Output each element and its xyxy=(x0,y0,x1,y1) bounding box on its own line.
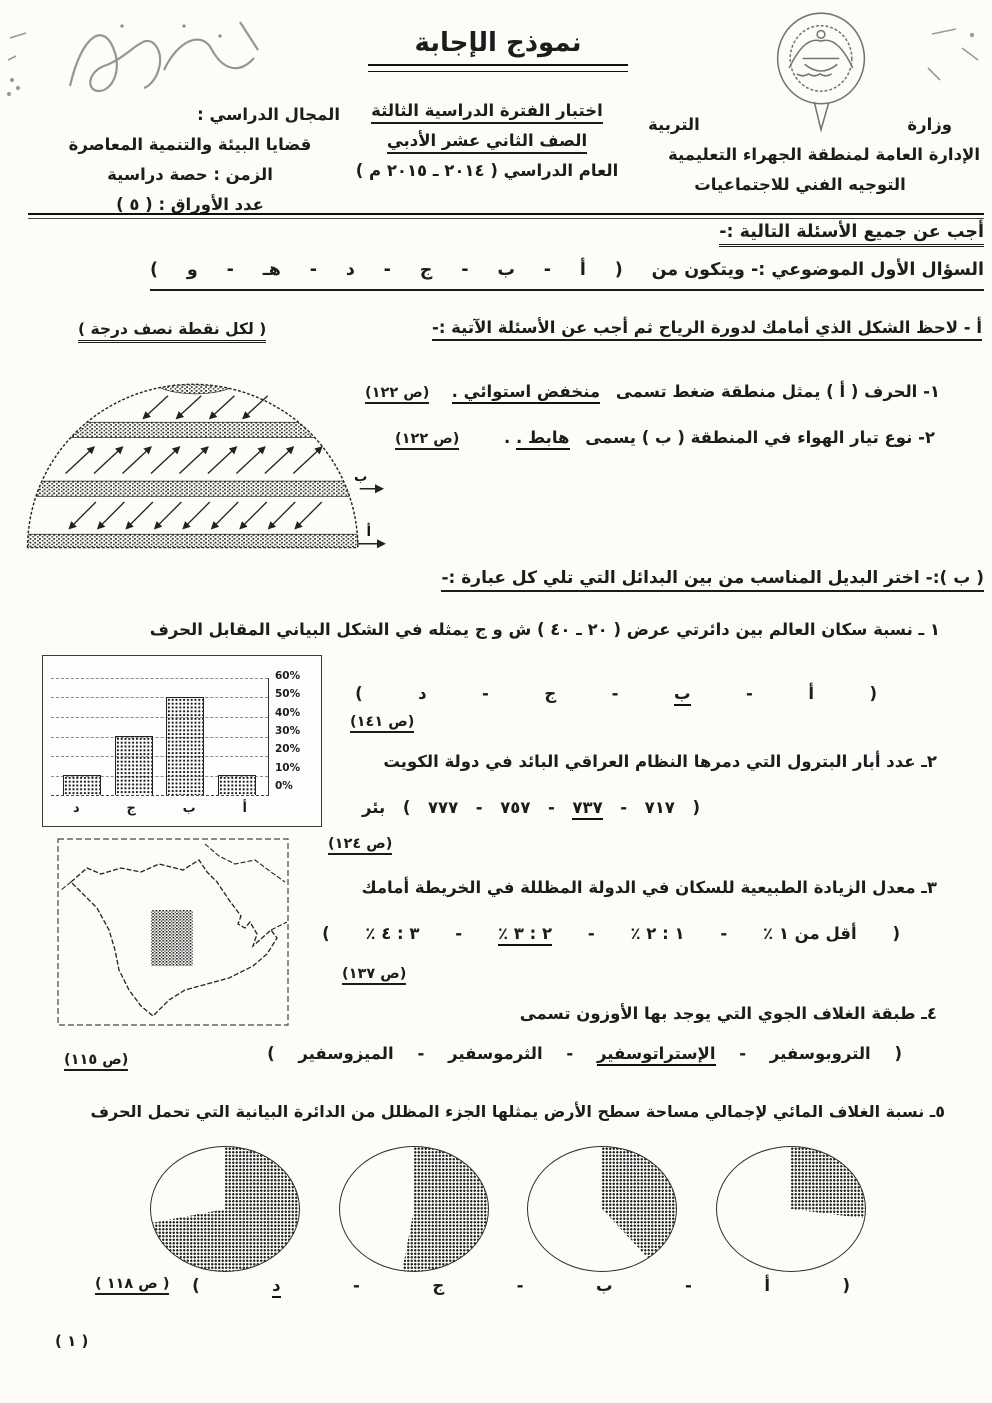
close-paren: ) xyxy=(192,1276,200,1295)
ministry-district: الإدارة العامة لمنطقة الجهراء التعليمية xyxy=(668,145,980,164)
question1-header xyxy=(150,260,984,291)
bar xyxy=(115,736,153,796)
page-ref-b1: (ص ١٤١) xyxy=(350,714,414,733)
page-ref-b2: (ص ١٢٤) xyxy=(328,836,392,855)
scan-noise-marks-right xyxy=(922,26,982,86)
option-b3-1: أقل من ١ ٪ xyxy=(763,924,857,943)
option-b4-thermosphere: الثرموسفير xyxy=(448,1044,543,1063)
part-letter: ج xyxy=(419,260,433,280)
page-title-block xyxy=(368,28,628,72)
part-letter: ب xyxy=(497,260,515,280)
close-paren: ) xyxy=(355,684,363,703)
page-ref-b4: (ص ١١٥) xyxy=(64,1052,128,1071)
bar xyxy=(63,775,101,795)
polar-cap-belt xyxy=(154,367,238,394)
pie-chart-د xyxy=(150,1146,300,1272)
bar-x-axis-labels xyxy=(51,801,269,823)
pie-chart-ب xyxy=(527,1146,677,1272)
scan-noise-marks-left xyxy=(4,28,46,100)
trade-winds-arrows xyxy=(69,502,321,529)
option-b1-b-answer: ب xyxy=(674,684,691,706)
ministry-header-block xyxy=(620,110,980,200)
dash: - xyxy=(482,684,489,703)
question-a1-text: ١- الحرف ( أ ) يمثل منطقة ضغط تسمى xyxy=(615,382,940,401)
bar-y-tick-label: 50% xyxy=(275,688,301,701)
open-paren: ( xyxy=(692,798,700,817)
page-ref-b3: (ص ١٣٧) xyxy=(342,966,406,985)
question-b1-text: ١ ـ نسبة سكان العالم بين دائرتي عرض ( ٢٠ ـ ٤٠ ) ش و ج يمثله في الشكل البياني المقابل الحرف xyxy=(149,620,940,639)
option-b5-c: ج xyxy=(432,1276,445,1295)
option-b3-2: ١ : ٢ ٪ xyxy=(630,924,685,943)
half-mark-note-line xyxy=(78,320,266,338)
westerlies-arrows xyxy=(66,447,322,474)
bar-y-tick-label: 0% xyxy=(275,779,293,792)
option-b4-stratosphere-answer: الإستراتوسفير xyxy=(597,1044,715,1066)
option-b5-d-answer: د xyxy=(272,1276,280,1298)
dash: - xyxy=(461,260,469,280)
bar-series xyxy=(51,678,268,795)
exam-year: العام الدراسي ( ٢٠١٤ ـ ٢٠١٥ م ) xyxy=(355,161,619,180)
dash: - xyxy=(226,260,234,280)
wind-zone-a-label: أ xyxy=(366,525,372,541)
option-b1-c: ج xyxy=(544,684,557,703)
bar-x-tick-label: د xyxy=(73,801,80,816)
open-paren: ( xyxy=(894,1044,902,1063)
subpolar-belt xyxy=(58,422,343,437)
instructions-line xyxy=(719,222,984,242)
page-ref-b5: ( ص ١١٨ ) xyxy=(95,1276,169,1295)
question-b1-options xyxy=(355,684,877,706)
dash: - xyxy=(746,684,753,703)
open-paren: ( xyxy=(892,924,900,943)
option-b4-mesosphere: الميزوسفير xyxy=(298,1044,394,1063)
option-b2-777: ٧٧٧ xyxy=(427,798,459,817)
option-b2-737-answer: ٧٣٧ xyxy=(572,798,602,820)
hydrosphere-pie-charts xyxy=(150,1146,866,1272)
part-letter: هـ xyxy=(262,260,281,280)
close-paren: ) xyxy=(322,924,330,943)
question-b5-text: ٥ـ نسبة الغلاف المائي لإجمالي مساحة سطح الأرض يمثلها الجزء المظلل من الدائرة البيانية التي تحمل الحرف xyxy=(90,1102,945,1121)
bar-x-tick-label: ج xyxy=(126,801,136,816)
dash: - xyxy=(547,798,555,817)
wind-zone-b-label: ب xyxy=(353,470,368,486)
dash: - xyxy=(455,924,463,943)
exam-period: اختبار الفترة الدراسية الثالثة xyxy=(371,101,603,124)
dash: - xyxy=(353,1276,360,1295)
answer-a1: منخفض استوائي . xyxy=(452,382,601,404)
population-bar-chart xyxy=(42,655,322,827)
exam-grade: الصف الثاني عشر الأدبي xyxy=(387,131,587,154)
bar-y-tick-label: 20% xyxy=(275,743,301,756)
open-paren: ( xyxy=(842,1276,850,1295)
option-b1-a: أ xyxy=(808,684,814,703)
bar xyxy=(166,697,204,796)
page-title: نموذج الإجابة xyxy=(414,28,582,58)
dash: - xyxy=(566,1044,574,1063)
exam-duration: الزمن : حصة دراسية xyxy=(107,165,273,184)
header-divider xyxy=(28,213,984,219)
question-b2-text: ٢ـ عدد أبار البترول التي دمرها النظام العراقي البائد في دولة الكويت xyxy=(383,752,937,771)
title-underline xyxy=(368,64,628,72)
dash: - xyxy=(611,684,619,703)
period: . xyxy=(503,428,511,447)
question-b4-text: ٤ـ طبقة الغلاف الجوي التي يوجد بها الأوزون تسمى xyxy=(519,1004,937,1023)
half-mark-note: ( لكل نقطة نصف درجة ) xyxy=(78,320,266,343)
dash: - xyxy=(739,1044,747,1063)
question-a2 xyxy=(395,428,935,450)
dash: - xyxy=(685,1276,692,1295)
zone-a-pointer xyxy=(358,523,385,544)
question-a2-text: ٢- نوع تيار الهواء في المنطقة ( ب ) يسمى xyxy=(585,428,935,447)
bar-y-tick-label: 10% xyxy=(275,761,301,774)
pie-chart-أ xyxy=(716,1146,866,1272)
dash: - xyxy=(620,798,628,817)
question-b4-options xyxy=(267,1044,902,1066)
open-paren: ( xyxy=(614,260,623,280)
paper-count: عدد الأوراق : ( ٥ ) xyxy=(116,195,264,214)
polar-easterlies-arrows xyxy=(143,396,267,419)
part-a-intro-line xyxy=(432,318,982,337)
dash: - xyxy=(383,260,391,280)
option-b2-717: ٧١٧ xyxy=(644,798,675,817)
shaded-country xyxy=(151,910,193,966)
close-paren: ) xyxy=(402,798,411,817)
question1-header-label: السؤال الأول الموضوعي :- ويتكون من xyxy=(651,260,984,280)
bar-y-axis-labels xyxy=(275,670,315,792)
dash: - xyxy=(475,798,483,817)
hemisphere-outline xyxy=(28,384,358,547)
dash: - xyxy=(309,260,317,280)
option-b4-troposphere: التروبوسفير xyxy=(769,1044,871,1063)
dash: - xyxy=(543,260,552,280)
bar-y-tick-label: 40% xyxy=(275,706,301,719)
page-number: ( ١ ) xyxy=(55,1332,89,1350)
equatorial-belt xyxy=(24,534,358,548)
option-b5-a: أ xyxy=(764,1276,770,1295)
question-b5-options xyxy=(192,1276,850,1298)
zone-b-pointer xyxy=(354,470,383,489)
option-b1-d: د xyxy=(418,684,427,703)
bar-y-tick-label: 60% xyxy=(275,670,301,682)
iran-coastline xyxy=(205,844,285,882)
part-b-intro: ( ب ):- اختر البديل المناسب من بين البدائل التي تلي كل عبارة :- xyxy=(441,568,984,592)
dash: - xyxy=(417,1044,425,1063)
bar-x-tick-label: ب xyxy=(182,801,196,816)
question-b2-options xyxy=(362,798,700,820)
question-a1 xyxy=(365,382,940,404)
subject-header-block xyxy=(40,100,340,220)
question-b3-options xyxy=(322,924,900,946)
dash: - xyxy=(720,924,728,943)
page-ref-a1: (ص ١٢٢) xyxy=(365,385,429,404)
subtropical-belt xyxy=(31,481,357,496)
part-letter: أ xyxy=(579,260,586,280)
part-letter: د xyxy=(345,260,355,280)
bar xyxy=(218,775,256,795)
subject-field-label: المجال الدراسي : xyxy=(197,105,340,124)
part-a-intro: أ - لاحظ الشكل الذي أمامك لدورة الرياح ثم أجب عن الأسئلة الآتية :- xyxy=(432,318,982,341)
exam-header-block xyxy=(322,96,652,186)
dash: - xyxy=(587,924,595,943)
bar-y-tick-label: 30% xyxy=(275,724,301,737)
close-paren: ) xyxy=(267,1044,275,1063)
open-paren: ( xyxy=(869,684,877,703)
option-b3-3-answer: ٢ : ٣ ٪ xyxy=(498,924,552,946)
page-ref-a2: (ص ١٢٢) xyxy=(395,431,459,450)
ministry-word: وزارة xyxy=(907,115,952,134)
close-paren: ) xyxy=(150,260,159,280)
wind-circulation-diagram xyxy=(20,366,392,564)
bar-plot-area xyxy=(51,678,269,796)
instructions-text: أجب عن جميع الأسئلة التالية :- xyxy=(719,222,984,247)
arabian-peninsula-map xyxy=(57,838,289,1026)
option-b3-4: ٣ : ٤ ٪ xyxy=(365,924,420,943)
option-b2-757: ٧٥٧ xyxy=(500,798,531,817)
subject-field-value: قضايا البيئة والتنمية المعاصرة xyxy=(68,135,312,154)
dash: - xyxy=(516,1276,524,1295)
option-b5-b: ب xyxy=(595,1276,613,1295)
bar-x-tick-label: أ xyxy=(242,801,247,816)
pie-chart-ج xyxy=(339,1146,489,1272)
answer-a2: هابط . xyxy=(516,428,570,450)
part-letter: و xyxy=(186,260,198,280)
option-unit: بئر xyxy=(362,798,386,817)
ministry-guidance: التوجيه الفني للاجتماعيات xyxy=(694,175,906,194)
question-b3-text: ٣ـ معدل الزيادة الطبيعية للسكان في الدولة المظللة في الخريطة أمامك xyxy=(361,878,937,897)
ministry-word2: التربية xyxy=(648,115,700,134)
part-b-intro-line xyxy=(441,568,984,588)
